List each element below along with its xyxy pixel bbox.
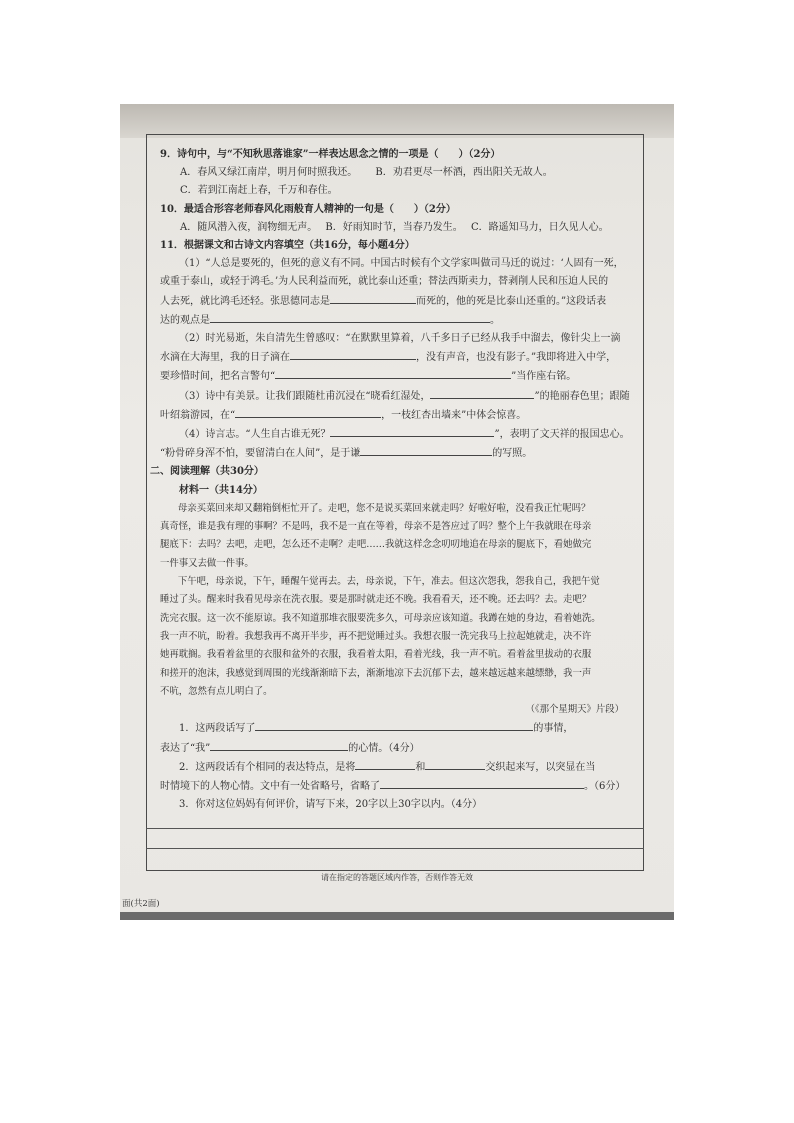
q11-4-text-c: “粉骨碎身浑不怕，要留清白在人间”，是于谦 <box>160 448 361 460</box>
q9-options-row1 <box>160 164 632 182</box>
r2-text-d: 时情境下的人物心情。文中有一处省略号，省略了 <box>160 781 380 793</box>
q11-2-blank1[interactable] <box>290 348 416 360</box>
q10-option-c: C．路遥知马力，日久见人心。 <box>470 221 609 233</box>
passage <box>160 500 632 720</box>
q11-stem: 11．根据课文和古诗文内容填空（共16分，每小题4分） <box>160 240 415 252</box>
q11-1-text-b: 而死的，他的死是比泰山还重的。”这段话表 <box>416 295 607 307</box>
passage-source: （《那个星期天》片段） <box>525 704 624 716</box>
q11-3-blank2[interactable] <box>235 406 381 418</box>
q11-1-line3 <box>160 292 632 311</box>
q11-2-text-a: 水滴在大海里，我的日子滴在 <box>160 352 290 364</box>
r2-text-a: 2．这两段话有个相同的表达特点，是将 <box>179 761 356 773</box>
q11-3-line1 <box>160 387 632 406</box>
passage-p2-l6: 和搓开的泡沫，我感觉到周围的光线渐渐暗下去，渐渐地凉下去沉郁下去，越来越远越来越缥缈，我一声 <box>160 667 592 679</box>
r3-question: 3．你对这位妈妈有何评价，请写下来，20字以上30字以内。（4分） <box>179 799 483 811</box>
passage-p1-l4: 一件事又去做一件事。 <box>160 557 254 569</box>
material-title: 材料一（共14分） <box>179 484 263 496</box>
q11-3-text-a: （3）诗中有美景。让我们跟随杜甫沉浸在“晓看红湿处， <box>179 390 431 402</box>
passage-p1-l1: 母亲买菜回来却又翻箱倒柜忙开了。走吧，您不是说买菜回来就走吗？好啦好啦，没看我正忙呢吗？ <box>177 502 591 514</box>
r1-text-c: 表达了“我” <box>160 742 211 754</box>
q10-option-b: B．好雨知时节，当春乃发生。 <box>325 221 458 233</box>
q11-2-text-d: ”当作座右铭。 <box>511 371 577 383</box>
q10-stem: 10．最适合形容老师春风化雨般育人精神的一句是（ ）（2分） <box>160 203 456 215</box>
q11-2-line3 <box>160 367 632 386</box>
q11-3-line2 <box>160 406 632 425</box>
r1-line2 <box>160 739 632 758</box>
q11-2-line1: （2）时光易逝，朱自清先生曾感叹：“在默默里算着，八千多日子已经从我手中溜去，像针尖上一滴 <box>179 333 621 345</box>
q11-2-blank2[interactable] <box>275 367 511 379</box>
r2-line1 <box>160 758 632 777</box>
passage-p1-l2: 真奇怪，谁是我有理的事啊？不是吗，我不是一直在等着，母亲不是答应过了吗？整个上午我就眼在母亲 <box>160 521 592 533</box>
passage-p2-l2: 睡过了头。醒来时我看见母亲在洗衣服。要是那时就走还不晚。我看看天，还不晚。还去吗？去。走吧？ <box>160 594 592 606</box>
passage-p1-l3: 腿底下：去吗？去吧，走吧，怎么还不走啊？走吧……我就这样念念叨叨地追在母亲的腿底下，看她做完 <box>160 539 592 551</box>
passage-p2-l7: 不吭，忽然有点儿明白了。 <box>160 685 273 697</box>
q10-option-a: A．随风潜入夜，润物细无声。 <box>180 221 313 233</box>
page-number: 面(共2面) <box>122 899 160 909</box>
q11-4-line1 <box>160 425 632 444</box>
r2-text-e: 。（6分） <box>584 781 626 793</box>
q9-stem: 9．诗句中，与“不知秋思落谁家”一样表达思念之情的一项是（ ）（2分） <box>160 149 501 160</box>
q11-4-blank2[interactable] <box>360 444 492 456</box>
q11-1-line4 <box>160 311 632 330</box>
q11-3-blank1[interactable] <box>430 387 534 399</box>
q11-1-blank1[interactable] <box>330 292 416 304</box>
q11-1-blank2[interactable] <box>210 311 490 323</box>
q10-options <box>160 219 632 237</box>
passage-p2-l3: 洗完衣服。这一次不能原谅。我不知道那堆衣服要洗多久，可母亲应该知道。我蹲在她的身边，看着她洗。 <box>160 612 601 624</box>
q11-1-text-c: 达的观点是 <box>160 314 210 326</box>
footer-note: 请在指定的答题区域内作答，否则作答无效 <box>321 873 473 882</box>
q11-1-text-d: 。 <box>490 314 500 326</box>
exam-photo <box>120 104 674 920</box>
r1-blank2[interactable] <box>210 739 348 751</box>
r2-text-b: 和 <box>415 761 426 773</box>
answer-line-2[interactable] <box>146 834 644 849</box>
q11-2-text-c: 要珍惜时间，把名言警句“ <box>160 371 276 383</box>
q11-3-text-c: 叶绍翁游园，在“ <box>160 409 236 421</box>
r1-text-b: 的事情， <box>533 723 574 735</box>
q11-1-line2: 或重于泰山，或轻于鸿毛。’为人民利益而死，就比泰山还重；替法西斯卖力，替剥削人民和压迫人民的 <box>160 276 609 288</box>
r2-line2 <box>160 777 632 796</box>
q11-1-line1: （1）“人总是要死的，但死的意义有不同。中国古时候有个文学家叫做司马迁的说过：‘人固有一死， <box>179 258 624 270</box>
q11-2-line2 <box>160 348 632 367</box>
passage-p2-l1: 下午吧，母亲说，下午，睡醒午觉再去。去，母亲说，下午，准去。但这次怨我，怨我自己，我把午觉 <box>177 576 600 588</box>
r2-text-c: 交织起来写，以突显在当 <box>485 761 596 773</box>
q11-4-line2 <box>160 444 632 463</box>
r1-line1 <box>160 719 632 738</box>
q11-2-text-b: ，没有声音，也没有影子。”我即将进入中学， <box>416 352 617 364</box>
q9-option-b: B．劝君更尽一杯酒，西出阳关无故人。 <box>375 167 553 179</box>
q11-3-text-d: ，一枝红杏出墙来”中体会惊喜。 <box>381 409 527 421</box>
q11-4-text-d: 的写照。 <box>492 448 533 460</box>
q11-4-blank1[interactable] <box>330 425 494 437</box>
q9-option-a: A．春风又绿江南岸，明月何时照我还。 <box>180 167 353 179</box>
r2-blank3[interactable] <box>380 777 584 789</box>
passage-p2-l5: 她再耽搁。我看着盆里的衣服和盆外的衣服，我看着太阳，看着光线，我一声不吭。看着盆里拔动的衣服 <box>160 649 592 661</box>
q11-4-text-a: （4）诗言志。“人生自古谁无死？ <box>179 429 331 441</box>
q11-1-text-a: 人去死，就比鸿毛还轻。张思德同志是 <box>160 295 330 307</box>
r1-text-a: 1．这两段话写了 <box>179 723 256 735</box>
r1-blank1[interactable] <box>255 719 533 731</box>
photo-edge <box>120 912 674 920</box>
r1-text-d: 的心情。（4分） <box>348 742 420 754</box>
q11-3-text-b: ”的艳丽春色里；跟随 <box>534 390 630 402</box>
exam-content <box>150 146 632 849</box>
q11-4-text-b: ”，表明了文天祥的报国忠心。 <box>494 429 630 441</box>
section2-title: 二、阅读理解（共30分） <box>150 466 264 478</box>
r2-blank2[interactable] <box>425 758 485 770</box>
photo-shadow <box>120 104 674 138</box>
r2-blank1[interactable] <box>355 758 415 770</box>
answer-line-1[interactable] <box>146 814 644 829</box>
passage-p2-l4: 我一声不吭，盼着。我想我再不离开半步，再不把觉睡过头。我想衣服一洗完我马上拉起她就走，决不许 <box>160 630 592 642</box>
q9-option-c: C．若到江南赶上春，千万和春住。 <box>180 185 338 197</box>
